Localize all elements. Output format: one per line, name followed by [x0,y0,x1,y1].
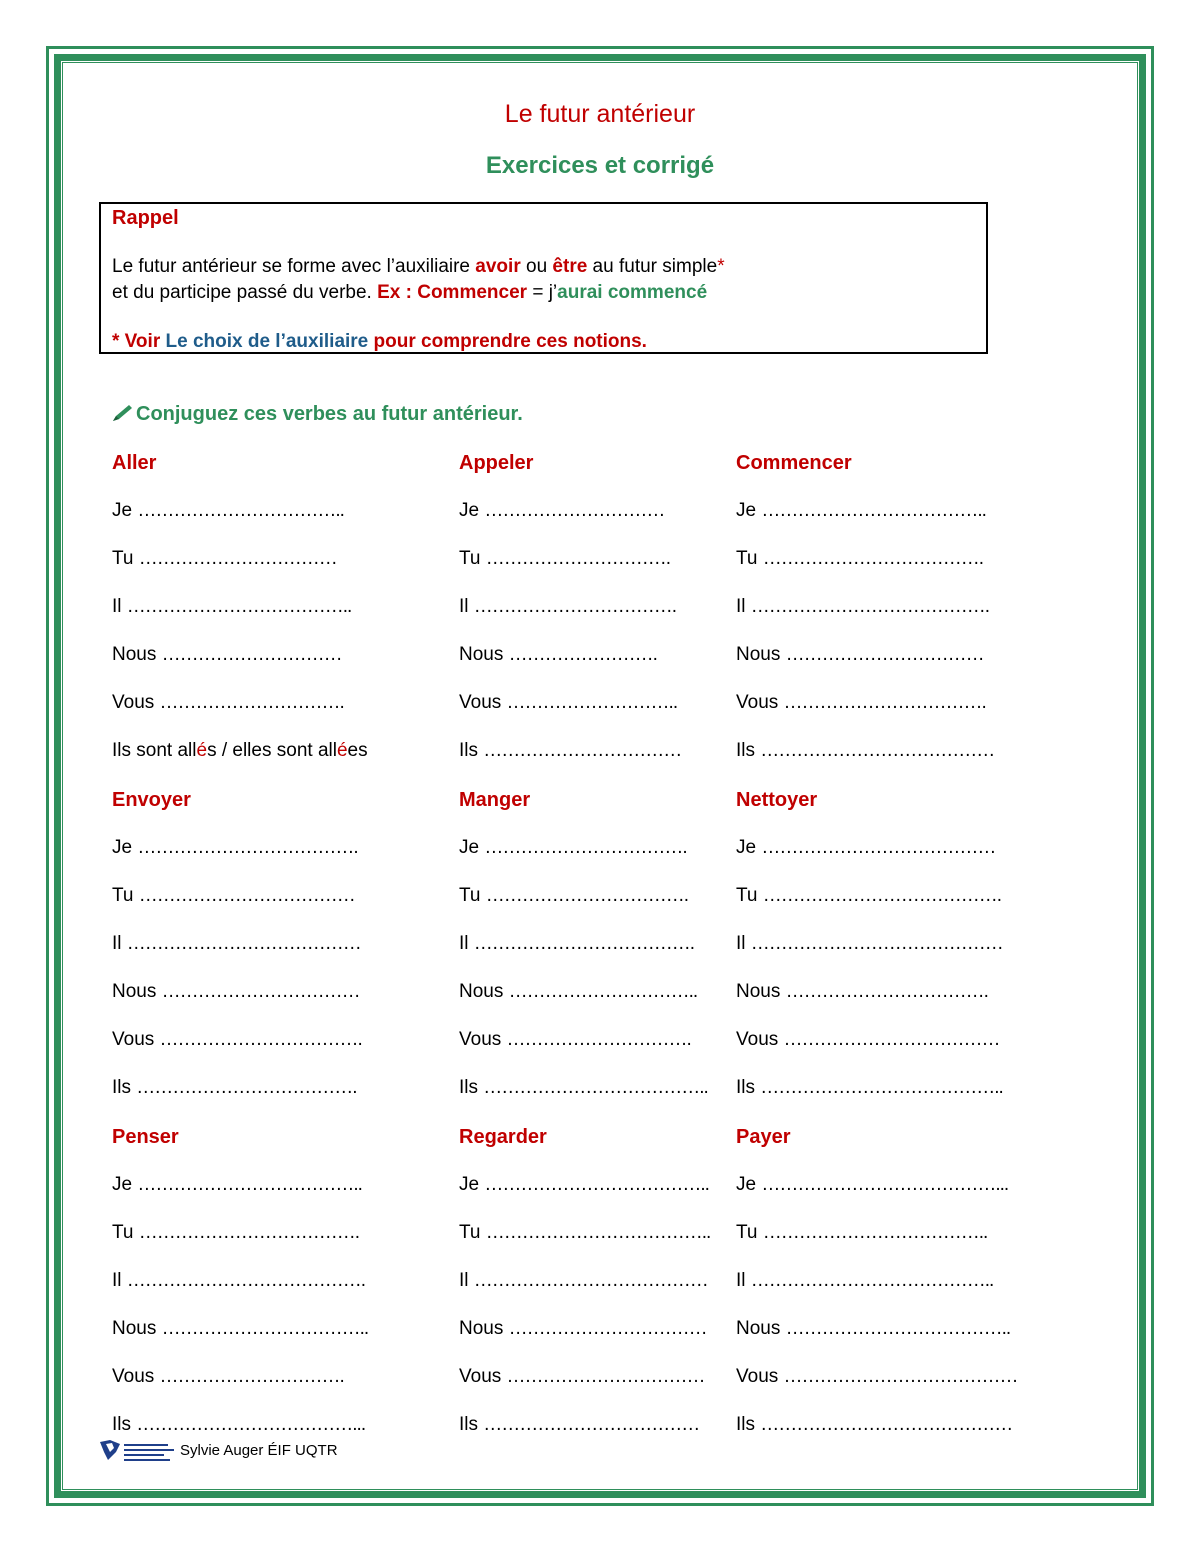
pronoun: Nous [736,1318,786,1339]
conjugation-line[interactable] [112,1029,362,1051]
conjugation-line[interactable] [736,837,995,859]
conjugation-line[interactable] [112,644,342,666]
answer-blank: ………………………………… [760,740,995,761]
rappel-text: et du participe passé du verbe. [112,282,378,303]
pronoun: Je [112,1174,138,1195]
conjugation-line[interactable] [112,1366,344,1388]
conjugation-line[interactable] [459,500,664,522]
answer-blank: ……………………………….. [762,1222,988,1243]
pronoun: Il [459,933,474,954]
pronoun: Il [736,596,751,617]
answer-blank: ……………………………… [783,1029,1000,1050]
note-text: pour comprendre ces notions. [368,331,647,352]
pronoun: Je [459,1174,485,1195]
conjugation-line[interactable] [112,1222,359,1244]
conjugation-line[interactable] [736,1174,1008,1196]
answer-blank: …………………………….. [137,500,344,521]
instruction [112,403,523,426]
instruction-text: Conjuguez ces verbes au futur antérieur. [136,403,523,425]
pronoun: Tu [459,548,486,569]
pronoun: Il [112,596,127,617]
conjugation-line[interactable] [459,1270,708,1292]
pronoun: Vous [459,1366,507,1387]
note-text: * Voir [112,331,166,352]
conjugation-line[interactable] [459,933,694,955]
accent-letter: é [336,740,348,761]
answer-blank: ……………………………….. [485,1222,711,1243]
pronoun: Je [112,500,138,521]
pronoun: Ils [736,740,761,761]
conjugation-line[interactable] [736,596,989,618]
rappel-title: Rappel [112,207,179,229]
answer-blank: ………………………………… [783,1366,1018,1387]
pronoun: Ils [459,740,484,761]
pronoun: Je [736,1174,762,1195]
answer-blank: ………………………… [484,500,665,521]
rappel-text: = j’ [527,282,558,303]
rappel-answer: aurai commencé [557,282,708,303]
accent-letter: é [196,740,208,761]
conjugation-line[interactable] [736,1077,1003,1099]
conjugation-line[interactable] [459,981,697,1003]
conjugation-line[interactable] [736,548,983,570]
pronoun: Je [459,500,485,521]
answer-blank: ……………………………. [484,837,687,858]
answer-blank: …………………………………... [761,1174,1009,1195]
answer-blank: ………………………………. [138,1222,360,1243]
conjugation-line[interactable] [459,1414,699,1436]
answer-blank: …………………………………. [762,885,1002,906]
answer-blank: …………………………………. [750,596,990,617]
pronoun: Vous [112,1366,160,1387]
conjugation-line[interactable] [459,837,687,859]
pronoun: Il [112,933,127,954]
pronoun: Tu [736,885,763,906]
rappel-box [99,202,988,354]
answer-blank: …………………………………. [126,1270,366,1291]
answer-blank: …………………………. [485,548,671,569]
pronoun: Vous [112,1029,160,1050]
conjugation-line[interactable] [112,500,344,522]
answer-blank: ………………………………. [473,933,695,954]
answer-blank: …………………………………… [750,933,1003,954]
answer-blank: ……………………………. [485,885,689,906]
answer-blank: ……………………………… [138,885,355,906]
answer-blank: ……………………….. [506,692,678,713]
conjugation-line[interactable] [112,1270,365,1292]
conjugation-line[interactable] [459,740,681,762]
answer-blank: ……………………………. [473,596,677,617]
conjugation-line[interactable] [112,1414,365,1436]
pronoun: Il [459,596,474,617]
pronoun: Ils [459,1077,484,1098]
pronoun: Nous [459,1318,509,1339]
answer-blank: …………………………… [508,1318,707,1339]
conjugation-line[interactable] [112,692,344,714]
answer-blank: ……………………………… [483,1414,700,1435]
conjugation-line[interactable] [112,885,355,907]
answer-blank: ……………………. [508,644,657,665]
conjugation-line[interactable] [736,740,994,762]
conjugation-line[interactable] [736,692,986,714]
answer-blank: ………………………… [161,644,342,665]
conjugation-line[interactable] [459,1077,708,1099]
rappel-avoir: avoir [475,256,521,277]
answer-blank: ……………………………. [785,981,988,1002]
pronoun: Tu [112,885,139,906]
conjugation-line[interactable] [736,885,1001,907]
answer-blank: …………………………………… [760,1414,1013,1435]
verb-title: Regarder [459,1126,547,1148]
answer-blank: ………………………………. [137,837,358,858]
pronoun: Tu [459,885,486,906]
note-link[interactable]: Le choix de l’auxiliaire [165,331,369,352]
eif-logo-icon [98,1438,178,1466]
conjugation-line[interactable] [459,1174,709,1196]
pronoun: Ils sont all [112,740,197,761]
rappel-note [112,331,647,353]
conjugation-line[interactable] [736,1318,1010,1340]
rappel-text: ou [520,256,553,277]
pronoun: Nous [459,981,509,1002]
pronoun: Il [736,1270,751,1291]
answer-blank: ………………………………….. [750,1270,994,1291]
conjugation-line[interactable] [459,644,657,666]
conjugation-line[interactable] [112,1077,357,1099]
pronoun: Ils [459,1414,484,1435]
answer-blank: ………………………………… [473,1270,708,1291]
answer-blank: …………………………. [506,1029,691,1050]
pronoun: s / elles sont all [207,740,337,761]
conjugation-line[interactable] [112,1318,368,1340]
pronoun: Vous [459,1029,507,1050]
pronoun: Ils [736,1077,761,1098]
pronoun: Ils [736,1414,761,1435]
rappel-example: Ex : Commencer [377,282,528,303]
answer-blank: ……………………………. [783,692,986,713]
rappel-text: Le futur antérieur se forme avec l’auxiliaire [112,256,476,277]
pronoun: Nous [736,981,786,1002]
conjugation-line[interactable] [459,548,670,570]
conjugation-line[interactable] [459,1366,705,1388]
conjugation-line[interactable] [736,500,986,522]
pronoun: Tu [459,1222,486,1243]
pronoun: Vous [736,692,784,713]
pronoun: Vous [736,1029,784,1050]
pronoun: Nous [736,644,786,665]
pronoun: Tu [736,548,763,569]
answer-blank: ………………………….. [508,981,698,1002]
answer-blank: ……………………………….. [483,1077,708,1098]
pencil-icon [112,404,134,422]
answer-blank: ………………………………….. [760,1077,1003,1098]
answer-blank: …………………………… [785,644,984,665]
pronoun: Ils [112,1077,137,1098]
answer-blank: …………………………. [159,692,344,713]
pronoun: Il [112,1270,127,1291]
answer-blank: …………………………….. [161,1318,369,1339]
conjugation-line[interactable] [736,1029,1000,1051]
answer-blank: ………………………………… [761,837,996,858]
conjugation-line[interactable] [736,1414,1012,1436]
pronoun: Nous [112,644,162,665]
answer-blank: …………………………… [483,740,682,761]
conjugation-line[interactable] [736,981,988,1003]
answer-blank: ……………………………….. [785,1318,1011,1339]
conjugation-line[interactable] [112,548,337,570]
pronoun: Je [736,837,762,858]
rappel-etre: être [552,256,588,277]
verb-title: Nettoyer [736,789,818,811]
page-subtitle: Exercices et corrigé [485,152,715,179]
conjugation-line[interactable] [112,1174,362,1196]
verb-title: Payer [736,1126,791,1148]
answer-blank: ……………………………….. [126,596,352,617]
conjugation-line[interactable] [459,1318,707,1340]
rappel-text: au futur simple [587,256,718,277]
conjugation-line[interactable] [459,1029,691,1051]
verb-title: Commencer [736,452,852,474]
pronoun: Je [736,500,762,521]
rappel-line-2 [112,282,707,304]
answer-blank: …………………………. [159,1366,344,1387]
page-title: Le futur antérieur [504,100,696,128]
conjugation-line[interactable] [736,1366,1018,1388]
verb-title: Appeler [459,452,534,474]
pronoun: Tu [112,1222,139,1243]
conjugation-line[interactable] [112,596,351,618]
conjugation-line[interactable] [459,692,677,714]
pronoun: Il [736,933,751,954]
rappel-star: * [717,256,725,277]
conjugation-line[interactable] [112,933,361,955]
conjugation-line[interactable] [459,885,688,907]
conjugation-line[interactable] [736,933,1003,955]
answer-blank: …………………………… [161,981,360,1002]
pronoun: Vous [459,692,507,713]
conjugation-line[interactable] [736,1222,987,1244]
answer-blank: …………………………… [506,1366,705,1387]
answer-blank: ………………………………. [762,548,984,569]
verb-title: Manger [459,789,531,811]
answer-blank: …………………………… [138,548,337,569]
pronoun: es [347,740,368,761]
pronoun: Tu [736,1222,763,1243]
conjugation-line[interactable] [736,644,984,666]
answer-blank: ……………………………….. [137,1174,362,1195]
pronoun: Ils [112,1414,137,1435]
answer-blank: ………………………………... [136,1414,366,1435]
conjugation-line[interactable] [459,1222,710,1244]
conjugation-line[interactable] [112,837,358,859]
footer-author: Sylvie Auger ÉIF UQTR [180,1442,338,1459]
pronoun: Nous [459,644,509,665]
pronoun: Je [459,837,485,858]
conjugation-line[interactable] [112,740,368,762]
answer-blank: ……………………………….. [484,1174,709,1195]
conjugation-line[interactable] [459,596,676,618]
verb-title: Envoyer [112,789,191,811]
pronoun: Nous [112,1318,162,1339]
rappel-line-1 [112,256,725,278]
pronoun: Vous [112,692,160,713]
pronoun: Je [112,837,138,858]
answer-blank: ……………………………. [159,1029,362,1050]
conjugation-line[interactable] [736,1270,993,1292]
conjugation-line[interactable] [112,981,360,1003]
answer-blank: ……………………………….. [761,500,986,521]
verb-title: Aller [112,452,157,474]
pronoun: Il [459,1270,474,1291]
pronoun: Tu [112,548,139,569]
answer-blank: ………………………………… [126,933,361,954]
verb-title: Penser [112,1126,179,1148]
pronoun: Nous [112,981,162,1002]
pronoun: Vous [736,1366,784,1387]
answer-blank: ………………………………. [136,1077,357,1098]
